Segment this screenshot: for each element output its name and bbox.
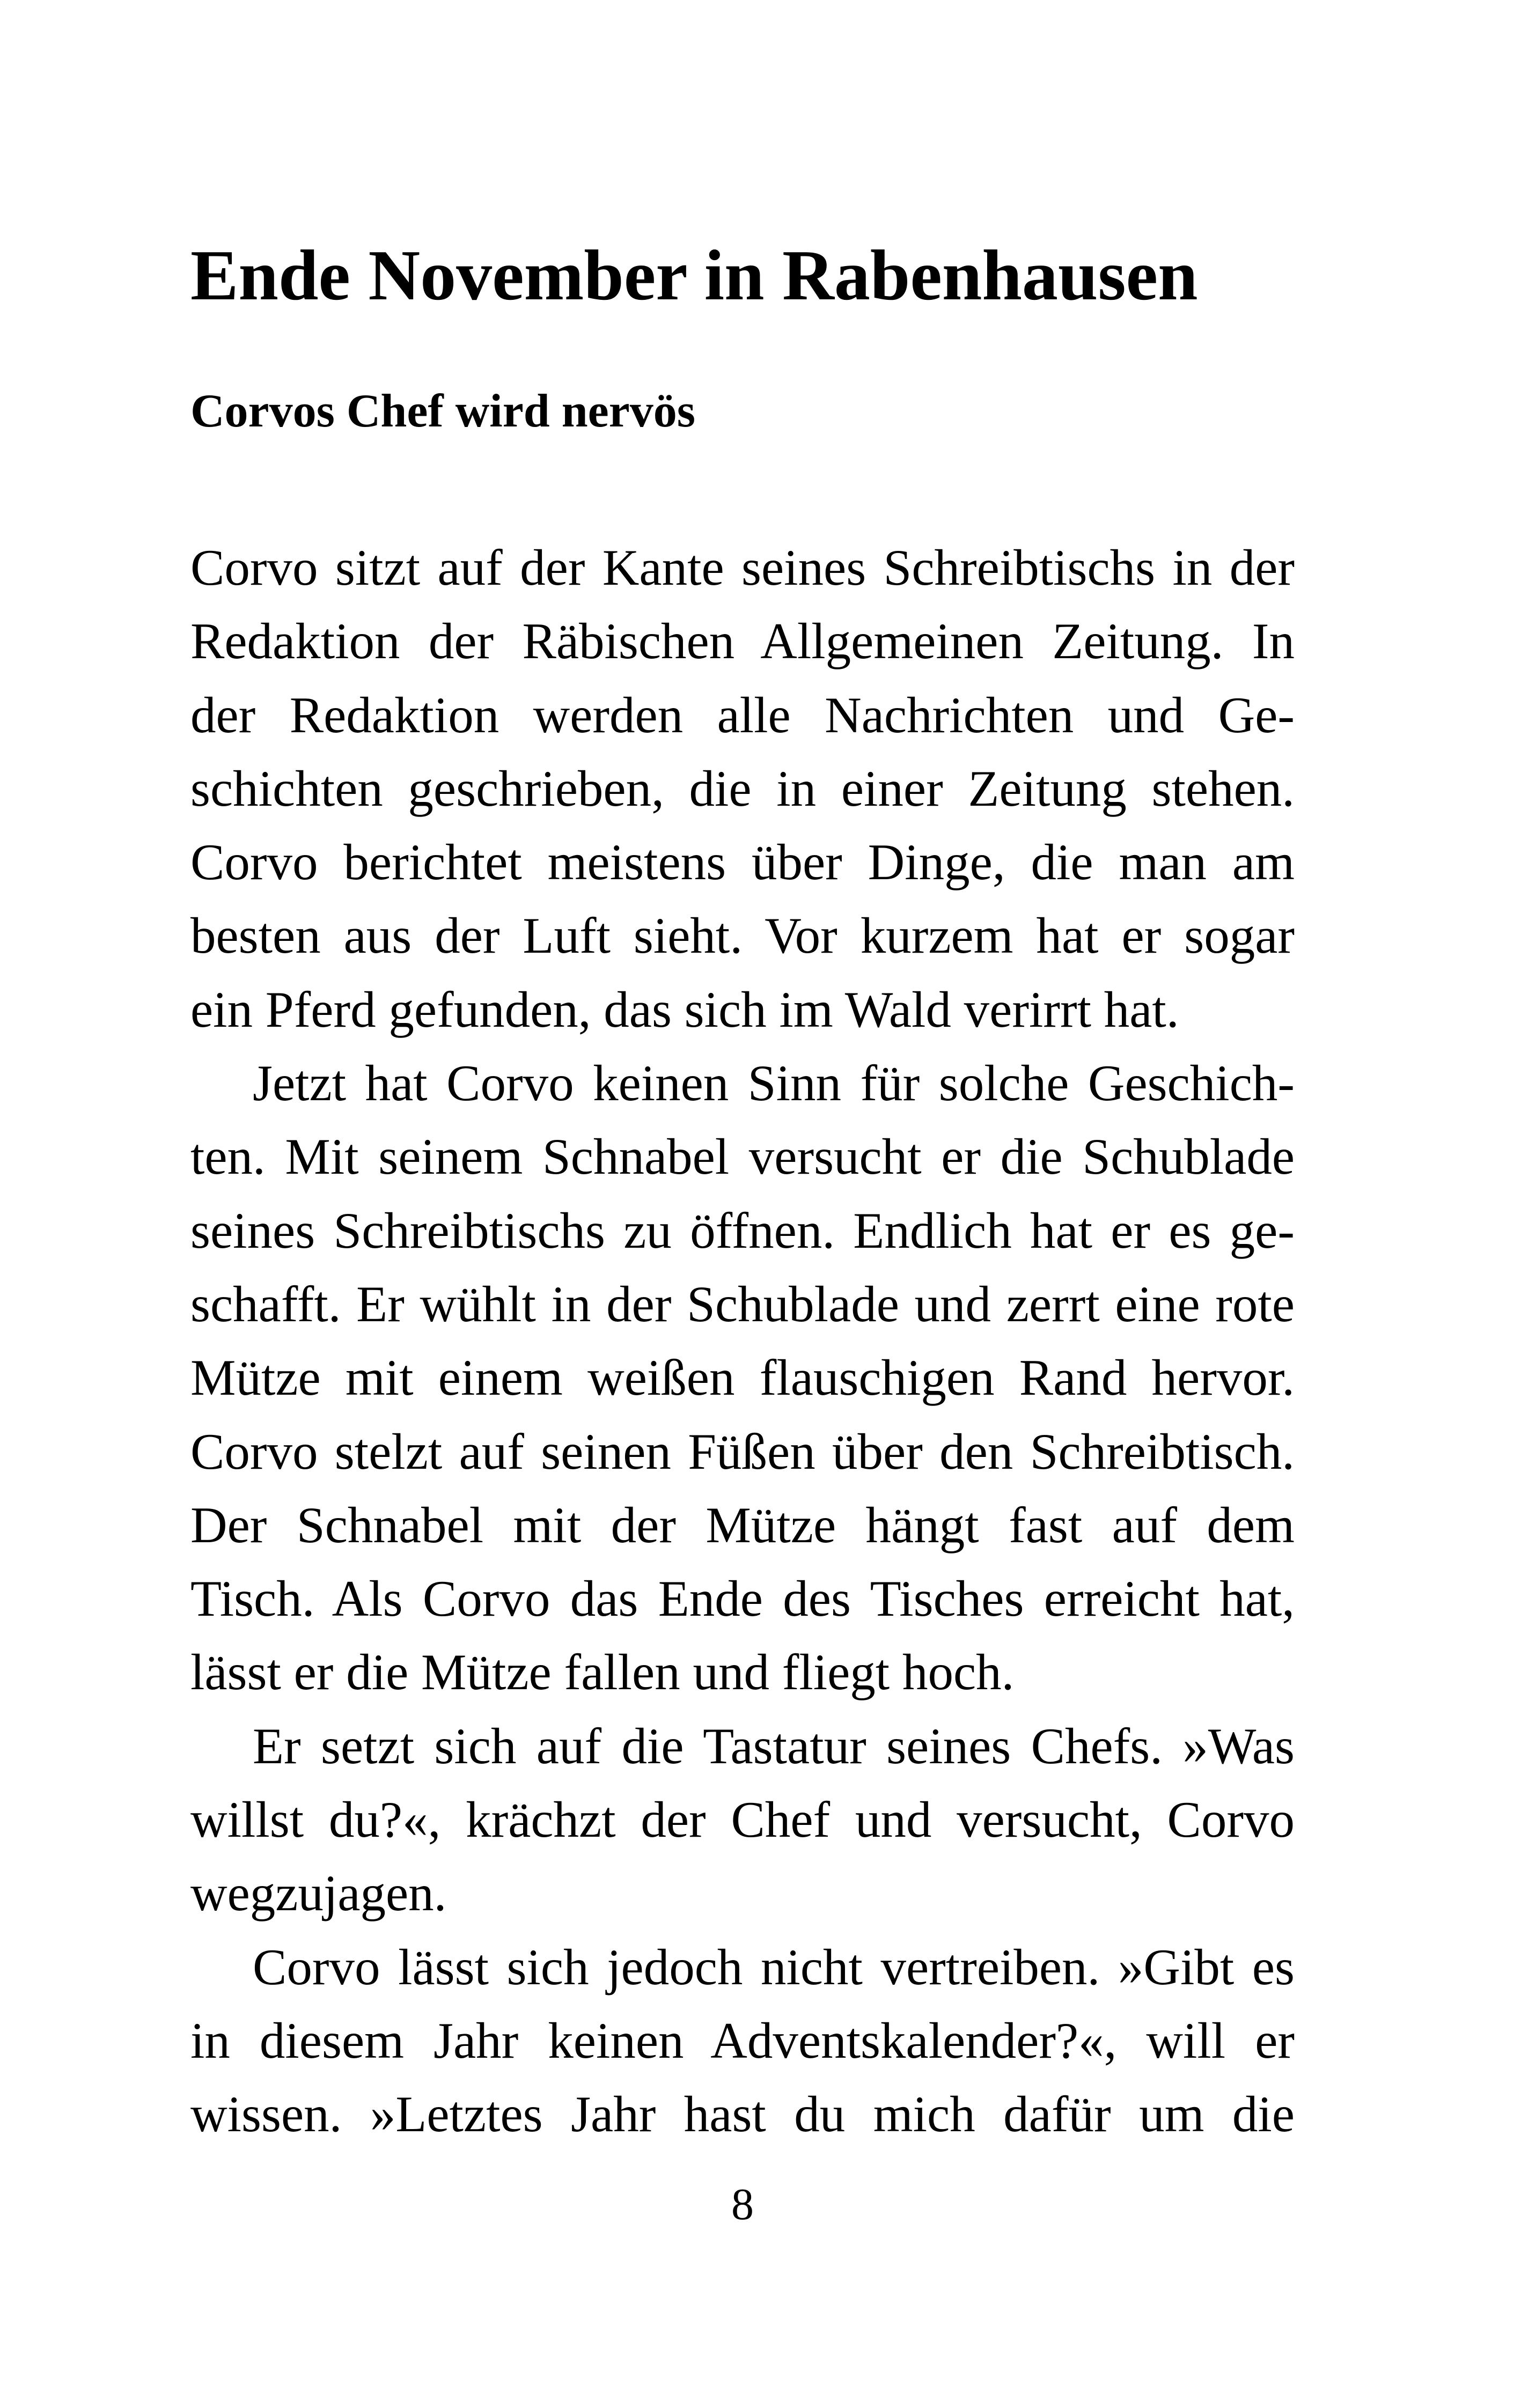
chapter-title: Ende November in Rabenhausen bbox=[190, 235, 1198, 315]
text-line: ten. Mit seinem Schnabel versucht er die Schublade bbox=[190, 1128, 1295, 1185]
book-page bbox=[190, 0, 1295, 2408]
text-line: Redaktion der Räbischen Allgemeinen Zeitung. In bbox=[190, 613, 1295, 670]
text-line: der Redaktion werden alle Nachrichten und Ge- bbox=[190, 686, 1295, 743]
text-line: Tisch. Als Corvo das Ende des Tisches erreicht hat, bbox=[190, 1570, 1295, 1628]
text-line: Mütze mit einem weißen flauschigen Rand hervor. bbox=[190, 1349, 1295, 1406]
page-number: 8 bbox=[731, 2179, 754, 2229]
section-title: Corvos Chef wird nervös bbox=[190, 385, 696, 437]
text-line: schafft. Er wühlt in der Schublade und zerrt eine rote bbox=[190, 1275, 1295, 1332]
body-text bbox=[190, 531, 1295, 2152]
text-line: Er setzt sich auf die Tastatur seines Chefs. »Was bbox=[253, 1717, 1295, 1774]
text-line: seines Schreibtischs zu öffnen. Endlich hat er es ge- bbox=[190, 1202, 1295, 1259]
text-line: Jetzt hat Corvo keinen Sinn für solche Geschich- bbox=[253, 1055, 1295, 1112]
text-line: besten aus der Luft sieht. Vor kurzem hat er sogar bbox=[190, 907, 1295, 964]
text-line: Corvo stelzt auf seinen Füßen über den Schreibtisch. bbox=[190, 1423, 1295, 1480]
text-line: ein Pferd gefunden, das sich im Wald verirrt hat. bbox=[190, 981, 1179, 1038]
text-line: Corvo berichtet meistens über Dinge, die man am bbox=[190, 834, 1295, 891]
text-line: Corvo sitzt auf der Kante seines Schreibtischs in der bbox=[190, 539, 1295, 596]
text-line: wegzujagen. bbox=[190, 1865, 447, 1922]
text-line: lässt er die Mütze fallen und fliegt hoch. bbox=[190, 1644, 1015, 1701]
text-line: in diesem Jahr keinen Adventskalender?«, will er bbox=[190, 2012, 1295, 2069]
text-line: schichten geschrieben, die in einer Zeitung stehen. bbox=[190, 760, 1295, 817]
text-line: willst du?«, krächzt der Chef und versucht, Corvo bbox=[190, 1791, 1295, 1849]
text-line: Der Schnabel mit der Mütze hängt fast auf dem bbox=[190, 1496, 1295, 1553]
text-line: Corvo lässt sich jedoch nicht vertreiben. »Gibt es bbox=[253, 1938, 1295, 1995]
text-line: wissen. »Letztes Jahr hast du mich dafür um die bbox=[190, 2086, 1295, 2143]
